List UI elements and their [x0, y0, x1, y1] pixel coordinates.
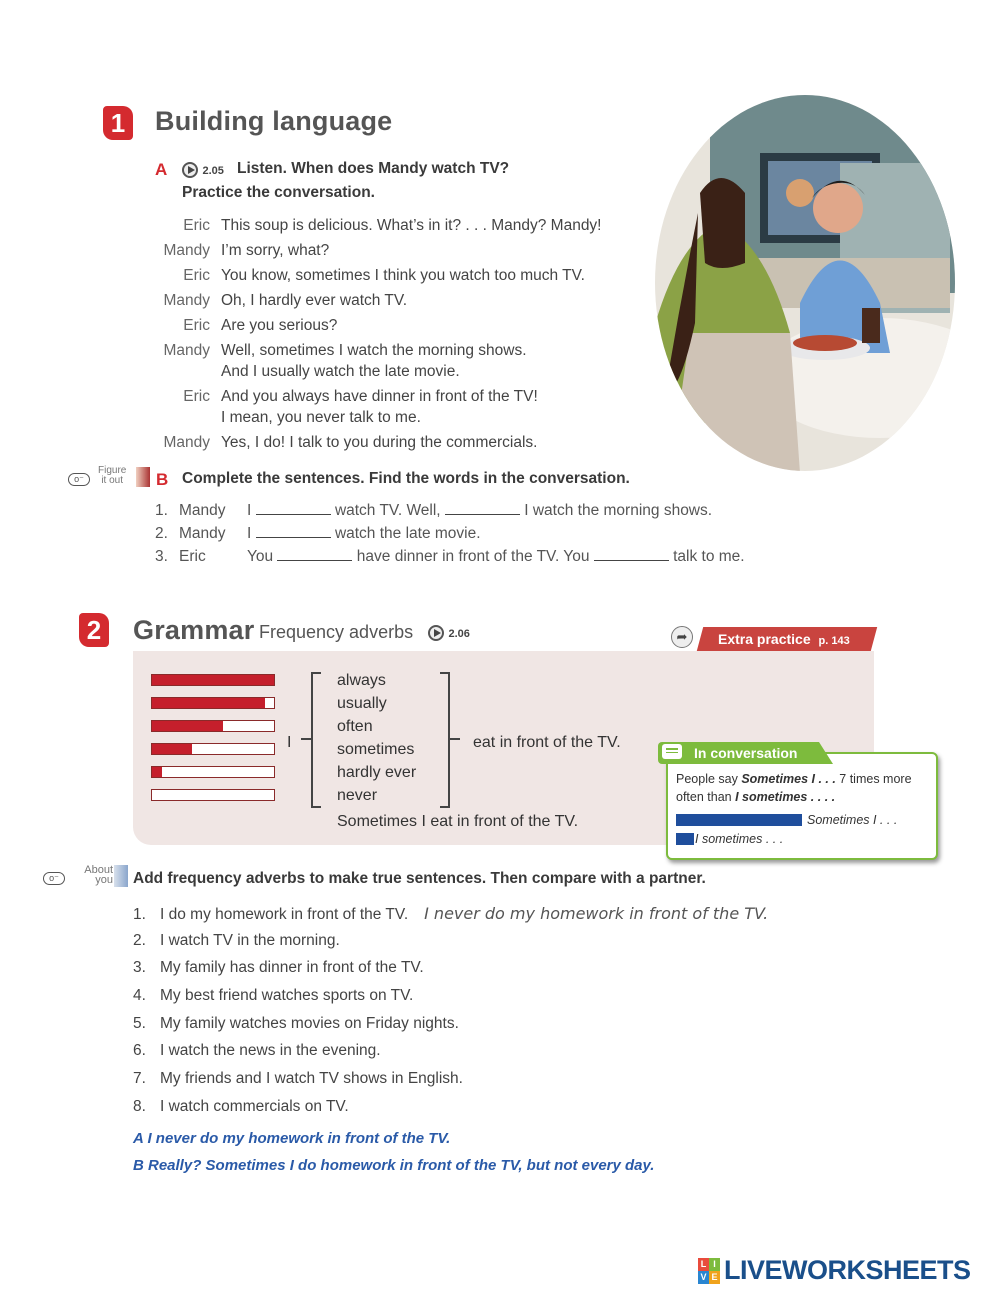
item-number: 4.	[133, 987, 146, 1005]
part-a-letter: A	[155, 160, 168, 179]
conversation-line: And you always have dinner in front of the TV!	[221, 388, 538, 405]
frequency-bar-fill	[152, 744, 192, 754]
about-you-item	[133, 1070, 768, 1098]
track-number: 2.06	[448, 628, 470, 640]
logo-letter-tile: L	[698, 1258, 709, 1271]
liveworksheets-logo-icon	[698, 1258, 720, 1284]
logo-letter-tile: E	[709, 1271, 720, 1284]
speaker-name: Mandy	[163, 434, 210, 451]
about-you-item	[133, 987, 768, 1015]
item-text: I watch commercials on TV.	[160, 1097, 349, 1115]
part-a-instruction-2: Practice the conversation.	[182, 184, 375, 201]
figure-it-out-label	[98, 466, 126, 486]
ic-text-1: People say	[676, 772, 742, 786]
item-number: 5.	[133, 1014, 146, 1032]
item-post: I watch the morning shows.	[524, 502, 713, 519]
speaker-name: Mandy	[163, 242, 210, 259]
speaker-name: Mandy	[163, 292, 210, 309]
figure-label: Figure	[98, 465, 127, 476]
example-a: A I never do my homework in front of the TV.	[133, 1130, 451, 1147]
part-a-instruction: Listen. When does Mandy watch TV?	[237, 160, 510, 177]
section-2-subtitle: Frequency adverbs	[259, 622, 414, 642]
track-number: 2.05	[202, 165, 224, 177]
frequency-bar-sometimes	[151, 743, 275, 755]
in-conversation-text	[676, 770, 912, 806]
item-post: talk to me.	[673, 548, 745, 565]
item-text: I do my homework in front of the TV.	[160, 906, 409, 923]
adverb-often: often	[337, 718, 373, 735]
it-out-label: it out	[101, 475, 124, 486]
item-number: 1.	[155, 502, 168, 519]
item-number: 2.	[133, 931, 146, 949]
section-1-badge: 1	[103, 106, 133, 140]
conversation-line: Yes, I do! I talk to you during the commercials.	[221, 434, 538, 451]
answer-blank[interactable]	[256, 502, 331, 515]
speaker-name: Eric	[183, 217, 210, 234]
conversation-line: I’m sorry, what?	[221, 242, 330, 259]
frequency-bar-hardly-ever	[151, 766, 275, 778]
predicate: eat in front of the TV.	[473, 734, 621, 751]
conversation-line: And I usually watch the late movie.	[221, 363, 460, 380]
item-number: 3.	[155, 548, 168, 565]
item-text: My family watches movies on Friday nights.	[160, 1014, 459, 1032]
frequency-bar-fill	[152, 675, 274, 685]
sometimes-i-bar	[676, 814, 802, 826]
adverb-never: never	[337, 787, 378, 804]
item-speaker: Eric	[179, 548, 206, 565]
answer-blank[interactable]	[594, 548, 669, 561]
extra-practice-text: Extra practice	[718, 631, 811, 647]
item-speaker: Mandy	[179, 502, 226, 519]
key-icon: o⁻	[68, 473, 90, 486]
item-number: 6.	[133, 1042, 146, 1060]
part-b-instruction: Complete the sentences. Find the words in the conversation.	[182, 470, 630, 487]
item-pre: I	[247, 525, 252, 542]
frequency-bar-usually	[151, 697, 275, 709]
item-pre: I	[247, 502, 252, 519]
item-number: 2.	[155, 525, 168, 542]
frequency-bar-fill	[152, 698, 265, 708]
item-mid: watch the late movie.	[334, 525, 481, 542]
ic-text-1-italic: Sometimes I . . .	[741, 772, 836, 786]
adverb-sometimes: sometimes	[337, 741, 415, 758]
i-sometimes-bar	[676, 833, 694, 845]
frequency-bar-fill	[152, 721, 223, 731]
section-2-title: Grammar	[133, 615, 255, 645]
fill-row-1	[155, 502, 712, 520]
about-label: About	[84, 864, 113, 876]
section-2-badge: 2	[79, 613, 109, 647]
key-icon: o⁻	[43, 872, 65, 885]
liveworksheets-logo: LIVEWORKSHEETS	[724, 1255, 971, 1285]
about-you-item	[133, 1015, 768, 1043]
speaker-name: Eric	[183, 317, 210, 334]
adverb-hardly-ever: hardly ever	[337, 764, 417, 781]
adverb-always: always	[337, 672, 386, 689]
conversation-line: This soup is delicious. What’s in it? . . . Mandy? Mandy!	[221, 217, 602, 234]
answer-blank[interactable]	[445, 502, 520, 515]
item-number: 1.	[133, 906, 146, 923]
about-you-item	[133, 959, 768, 987]
arrow-share-icon[interactable]: ➦	[671, 626, 693, 648]
speaker-name: Mandy	[163, 342, 210, 359]
conversation	[155, 216, 635, 456]
speaker-name: Eric	[183, 388, 210, 405]
conversation-line: I mean, you never talk to me.	[221, 409, 421, 426]
item-text: My best friend watches sports on TV.	[160, 987, 414, 1005]
play-icon	[182, 162, 198, 178]
frequency-bar-always	[151, 674, 275, 686]
left-bracket	[311, 672, 321, 808]
ic-text-3: often than	[676, 790, 736, 804]
item-number: 3.	[133, 959, 146, 977]
about-you-list	[133, 904, 768, 1126]
extra-practice-page: p. 143	[818, 635, 850, 647]
speech-bubble-icon	[662, 744, 682, 759]
answer-blank[interactable]	[277, 548, 352, 561]
adverb-list	[337, 669, 416, 807]
frequency-bar-never	[151, 789, 275, 801]
item-text: My family has dinner in front of the TV.	[160, 959, 424, 977]
about-you-item	[133, 904, 768, 932]
left-bracket-tick	[301, 738, 311, 740]
part-b-letter: B	[156, 470, 169, 489]
fill-row-3	[155, 548, 745, 566]
about-you-instruction: Add frequency adverbs to make true sentences. Then compare with a partner.	[133, 870, 706, 887]
extra-practice-label[interactable]	[718, 631, 850, 647]
item-speaker: Mandy	[179, 525, 226, 542]
figure-tab-decoration	[136, 467, 150, 487]
speaker-name: Eric	[183, 267, 210, 284]
dinner-illustration	[650, 93, 960, 473]
i-sometimes-label: I sometimes . . .	[695, 832, 784, 846]
play-icon	[428, 625, 444, 641]
right-bracket-tick	[448, 738, 460, 740]
answer-blank[interactable]	[256, 525, 331, 538]
about-tab-decoration	[114, 865, 128, 887]
sometimes-i-label: Sometimes I . . .	[807, 813, 898, 827]
right-bracket	[440, 672, 450, 808]
conversation-line: Well, sometimes I watch the morning shows.	[221, 342, 527, 359]
section-1-title: Building language	[155, 106, 393, 136]
conversation-line: Oh, I hardly ever watch TV.	[221, 292, 408, 309]
item-text: I watch TV in the morning.	[160, 931, 340, 949]
about-you-label	[73, 865, 113, 885]
audio-play-button-205[interactable]	[182, 161, 224, 179]
item-text: I watch the news in the evening.	[160, 1042, 381, 1060]
logo-letter-tile: V	[698, 1271, 709, 1284]
example-b: B Really? Sometimes I do homework in front of the TV, but not every day.	[133, 1157, 655, 1174]
about-you-item	[133, 1042, 768, 1070]
conversation-line: You know, sometimes I think you watch too much TV.	[221, 267, 585, 284]
ic-text-2: 7 times more	[835, 772, 912, 786]
item-text: My friends and I watch TV shows in English.	[160, 1070, 463, 1088]
adverb-usually: usually	[337, 695, 387, 712]
audio-play-button-206[interactable]	[428, 624, 470, 642]
about-you-item	[133, 1098, 768, 1126]
about-you-item	[133, 932, 768, 960]
item-mid: watch TV. Well,	[334, 502, 441, 519]
ic-text-3-italic: I sometimes . . . .	[735, 790, 836, 804]
you-label: you	[95, 874, 113, 886]
grammar-example: Sometimes I eat in front of the TV.	[337, 813, 579, 830]
item-pre: You	[247, 548, 274, 565]
subject-pronoun: I	[287, 734, 292, 751]
frequency-bar-fill	[152, 767, 162, 777]
in-conversation-title: In conversation	[694, 745, 798, 761]
logo-letter-tile: I	[709, 1258, 720, 1271]
frequency-bar-often	[151, 720, 275, 732]
conversation-line: Are you serious?	[221, 317, 338, 334]
fill-row-2	[155, 525, 481, 543]
item-number: 7.	[133, 1070, 146, 1088]
item-mid: have dinner in front of the TV. You	[356, 548, 590, 565]
handwritten-answer[interactable]: I never do my homework in front of the TV.	[424, 904, 769, 923]
item-number: 8.	[133, 1097, 146, 1115]
